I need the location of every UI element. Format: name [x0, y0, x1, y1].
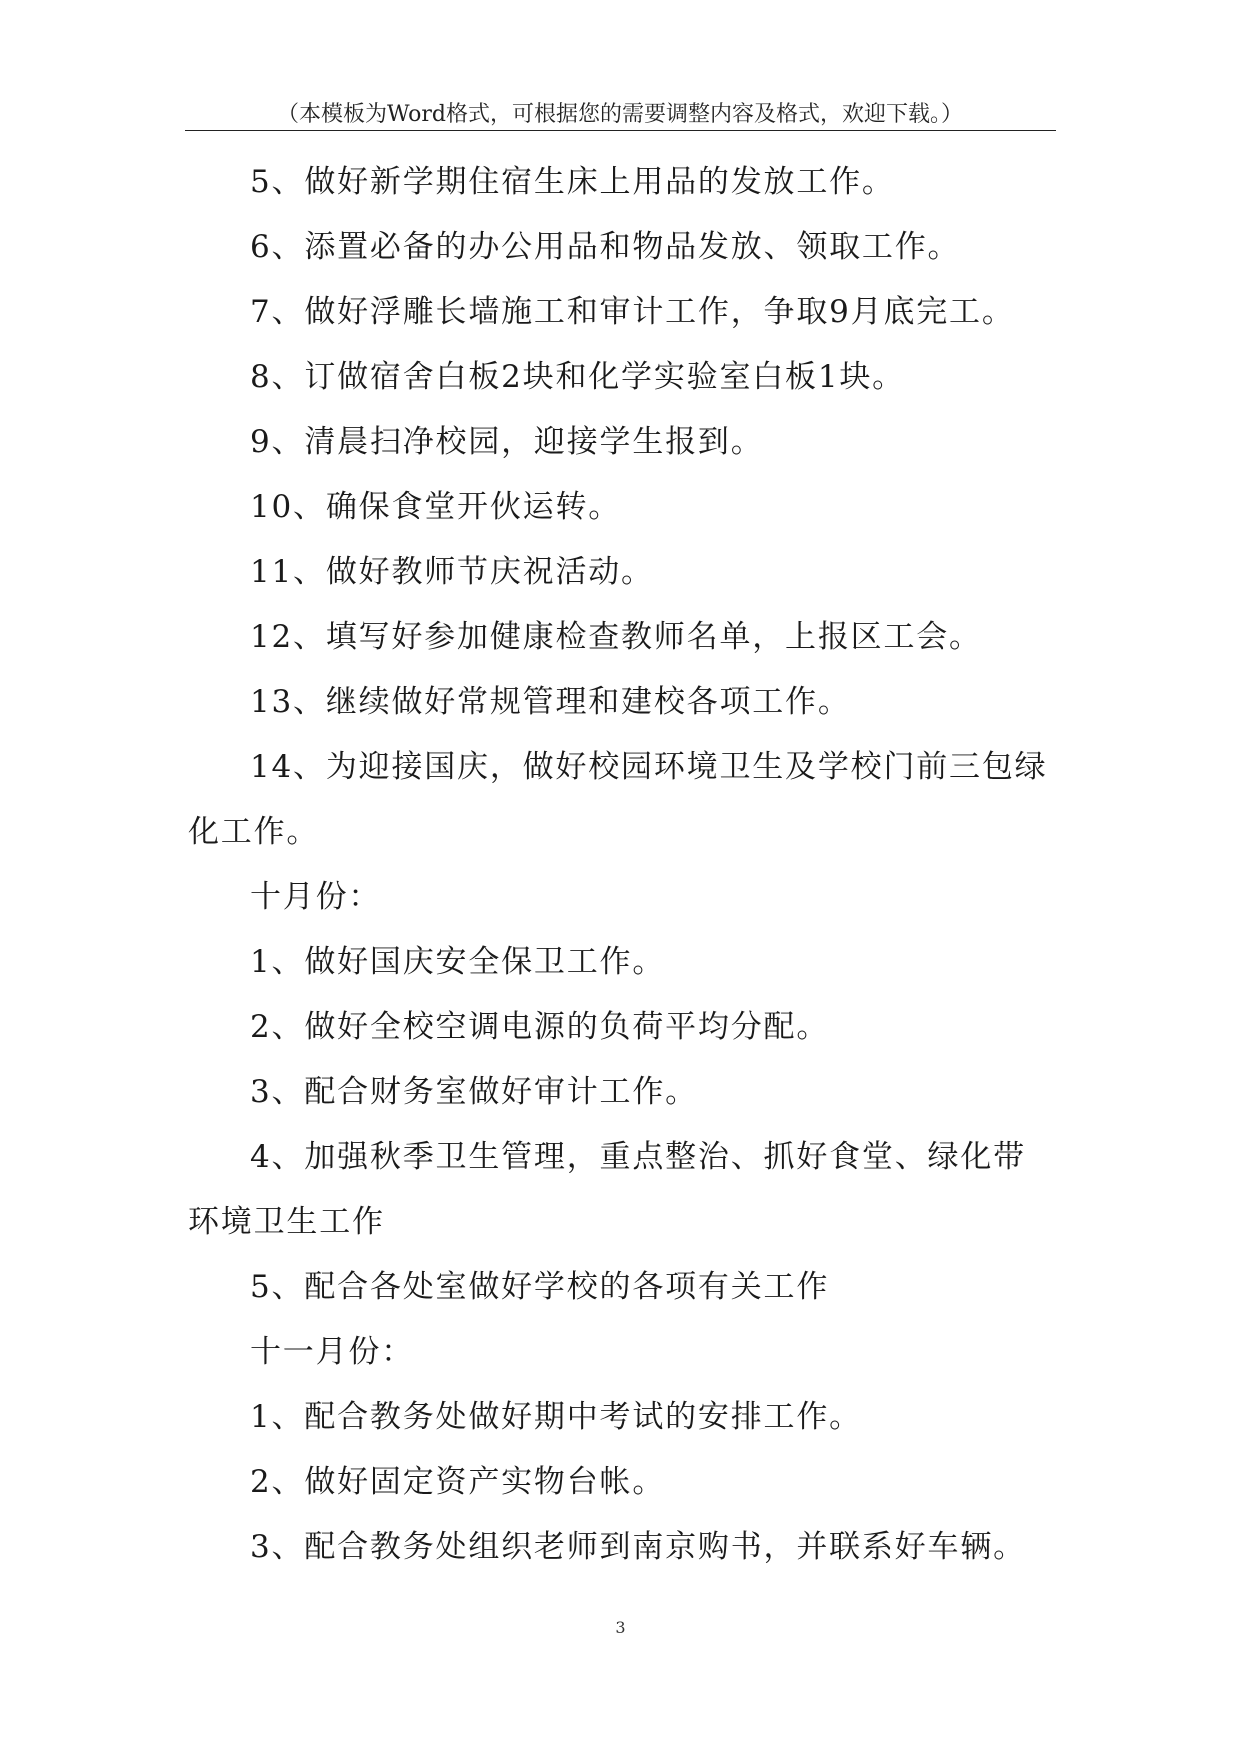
paragraph: 2、做好全校空调电源的负荷平均分配。 [250, 1009, 830, 1045]
paragraph: 14、为迎接国庆，做好校园环境卫生及学校门前三包绿化工作。 [188, 749, 1048, 850]
paragraph: 5、做好新学期住宿生床上用品的发放工作。 [250, 164, 895, 200]
document-body [188, 150, 1048, 1580]
paragraph: 5、配合各处室做好学校的各项有关工作 [250, 1269, 830, 1305]
paragraph: 3、配合财务室做好审计工作。 [250, 1074, 698, 1110]
paragraph: 4、加强秋季卫生管理，重点整治、抓好食堂、绿化带环境卫生工作 [188, 1139, 1026, 1240]
page-number: 3 [615, 1618, 626, 1637]
paragraph: 2、做好固定资产实物台帐。 [250, 1464, 666, 1500]
paragraph: 3、配合教务处组织老师到南京购书，并联系好车辆。 [250, 1529, 1026, 1565]
section-heading-october: 十月份： [250, 879, 382, 915]
paragraph: 8、订做宿舍白板2块和化学实验室白板1块。 [250, 359, 905, 395]
paragraph: 6、添置必备的办公用品和物品发放、领取工作。 [250, 229, 961, 265]
paragraph: 12、填写好参加健康检查教师名单，上报区工会。 [250, 619, 982, 655]
paragraph: 1、做好国庆安全保卫工作。 [250, 944, 666, 980]
header-note: （本模板为Word格式，可根据您的需要调整内容及格式，欢迎下载。） [277, 102, 963, 127]
section-heading-november: 十一月份： [250, 1334, 414, 1370]
paragraph: 7、做好浮雕长墙施工和审计工作，争取9月底完工。 [250, 294, 1015, 330]
header-divider [185, 130, 1056, 131]
paragraph: 9、清晨扫净校园，迎接学生报到。 [250, 424, 764, 460]
paragraph: 11、做好教师节庆祝活动。 [250, 554, 654, 590]
paragraph: 13、继续做好常规管理和建校各项工作。 [250, 684, 851, 720]
paragraph: 10、确保食堂开伙运转。 [250, 489, 622, 525]
paragraph: 1、配合教务处做好期中考试的安排工作。 [250, 1399, 862, 1435]
